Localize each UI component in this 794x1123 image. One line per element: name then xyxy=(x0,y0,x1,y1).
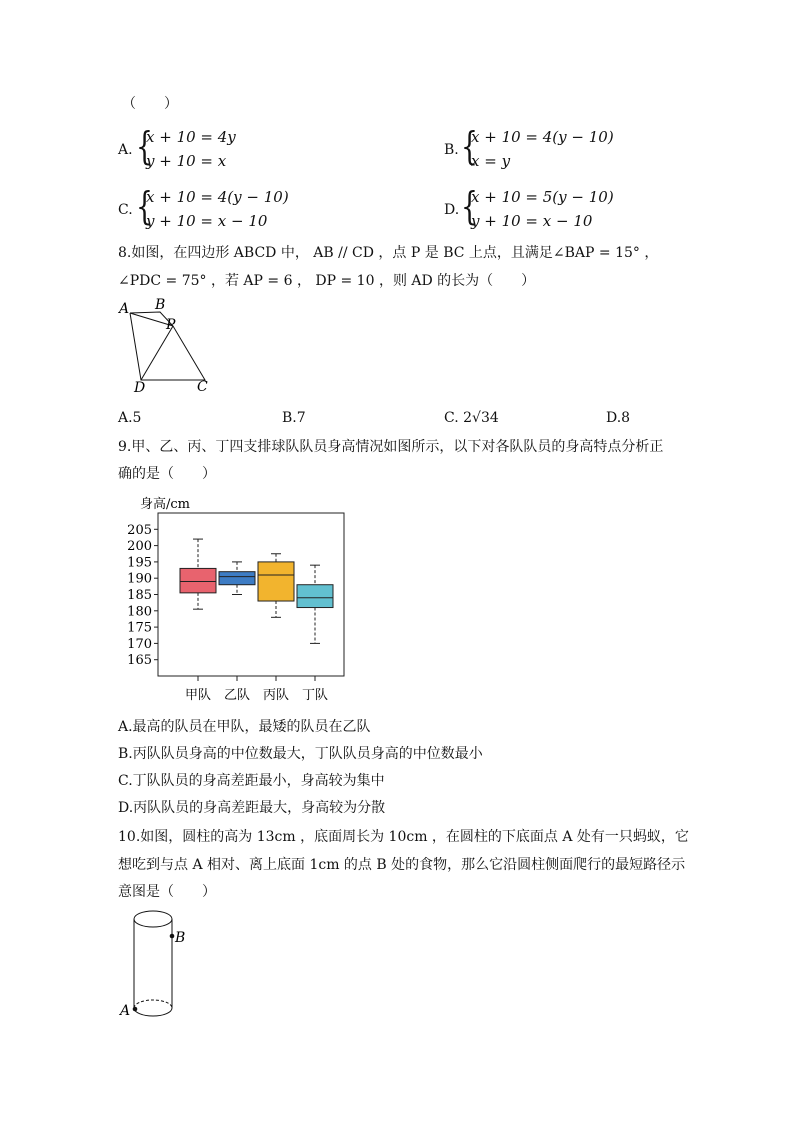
q9-option-d: D.丙队队员的身高差距最大，身高较为分散 xyxy=(118,800,386,816)
y-tick-label: 165 xyxy=(127,653,152,669)
option-label: B. xyxy=(444,142,459,158)
equation-2: y + 10 = x − 10 xyxy=(471,212,593,230)
option-label: D. xyxy=(444,202,460,218)
q9-option-a: A.最高的队员在甲队，最矮的队员在乙队 xyxy=(118,719,371,735)
y-tick-label: 195 xyxy=(127,555,152,571)
label-p: P xyxy=(166,317,176,333)
equation-1: x + 10 = 4(y − 10) xyxy=(471,128,614,146)
cylinder-top xyxy=(134,911,172,927)
y-tick-label: 180 xyxy=(127,604,152,620)
x-tick-label: 乙队 xyxy=(223,688,251,703)
x-tick-label: 丁队 xyxy=(301,688,329,703)
q10-stem-line3: 意图是（ ） xyxy=(118,884,216,900)
segment-dp xyxy=(141,326,173,380)
label-b: B xyxy=(155,297,166,313)
q8-option-a: A.5 xyxy=(118,410,142,426)
cylinder-bottom-back xyxy=(134,1000,172,1008)
q9-stem-line2: 确的是（ ） xyxy=(118,466,216,482)
q10-stem-line1: 10.如图，圆柱的高为 13cm ，底面周长为 10cm ，在圆柱的下底面点 A 处有一只蚂蚁，它 xyxy=(118,829,689,845)
box-3 xyxy=(258,562,294,601)
q8-option-b: B.7 xyxy=(282,410,306,426)
q9-option-b: B.丙队队员身高的中位数最大，丁队队员身高的中位数最小 xyxy=(118,746,483,762)
equation-2: y + 10 = x xyxy=(146,152,227,170)
box-4 xyxy=(297,585,333,608)
cylinder-bottom-front xyxy=(134,1008,172,1016)
x-tick-label: 甲队 xyxy=(184,688,212,703)
equation-1: x + 10 = 5(y − 10) xyxy=(471,188,614,206)
q8-option-c: C. 2√34 xyxy=(444,410,499,426)
brace-icon: { xyxy=(461,124,478,168)
label-d: D xyxy=(134,380,146,396)
equation-1: x + 10 = 4(y − 10) xyxy=(146,188,289,206)
point-b xyxy=(170,934,175,939)
brace-icon: { xyxy=(136,124,153,168)
brace-icon: { xyxy=(461,184,478,228)
y-axis-label: 身高/cm xyxy=(140,497,190,512)
x-ticks xyxy=(185,676,328,703)
label-a: A xyxy=(120,1003,131,1019)
option-label: C. xyxy=(118,202,133,218)
q8-stem-line1: 8.如图，在四边形 ABCD 中， AB // CD ，点 P 是 BC 上点，且满足∠BAP = 15° ， xyxy=(118,245,659,261)
label-c: C xyxy=(197,379,208,395)
q8-quadrilateral-figure xyxy=(115,296,225,396)
point-a xyxy=(133,1007,138,1012)
y-tick-label: 190 xyxy=(127,571,152,587)
y-tick-label: 200 xyxy=(127,539,152,555)
q9-option-c: C.丁队队员的身高差距最小，身高较为集中 xyxy=(118,773,385,789)
box-2 xyxy=(219,572,255,585)
q9-stem-line1: 9.甲、乙、丙、丁四支排球队队员身高情况如图所示，以下对各队队员的身高特点分析正 xyxy=(118,439,664,455)
y-ticks xyxy=(127,523,158,668)
equation-2: x = y xyxy=(471,152,511,170)
label-b: B xyxy=(175,930,186,946)
x-tick-label: 丙队 xyxy=(262,688,290,703)
answer-paren: （ ） xyxy=(122,96,178,112)
y-tick-label: 175 xyxy=(127,620,152,636)
brace-icon: { xyxy=(136,184,153,228)
y-tick-label: 170 xyxy=(127,636,152,652)
height-boxplot xyxy=(118,490,358,710)
q10-cylinder-figure xyxy=(115,905,205,1025)
q8-stem-line2: ∠PDC = 75° ，若 AP = 6 ， DP = 10 ，则 AD 的长为（ ） xyxy=(118,273,536,289)
q8-option-d: D.8 xyxy=(606,410,631,426)
equation-1: x + 10 = 4y xyxy=(146,128,236,146)
box-1 xyxy=(180,568,216,592)
equation-2: y + 10 = x − 10 xyxy=(146,212,268,230)
option-label: A. xyxy=(118,142,133,158)
y-tick-label: 205 xyxy=(127,522,152,538)
boxes xyxy=(180,539,333,643)
y-tick-label: 185 xyxy=(127,588,152,603)
label-a: A xyxy=(119,301,130,317)
q10-stem-line2: 想吃到与点 A 相对、离上底面 1cm 的点 B 处的食物，那么它沿圆柱侧面爬行的最短路径示 xyxy=(118,857,686,873)
